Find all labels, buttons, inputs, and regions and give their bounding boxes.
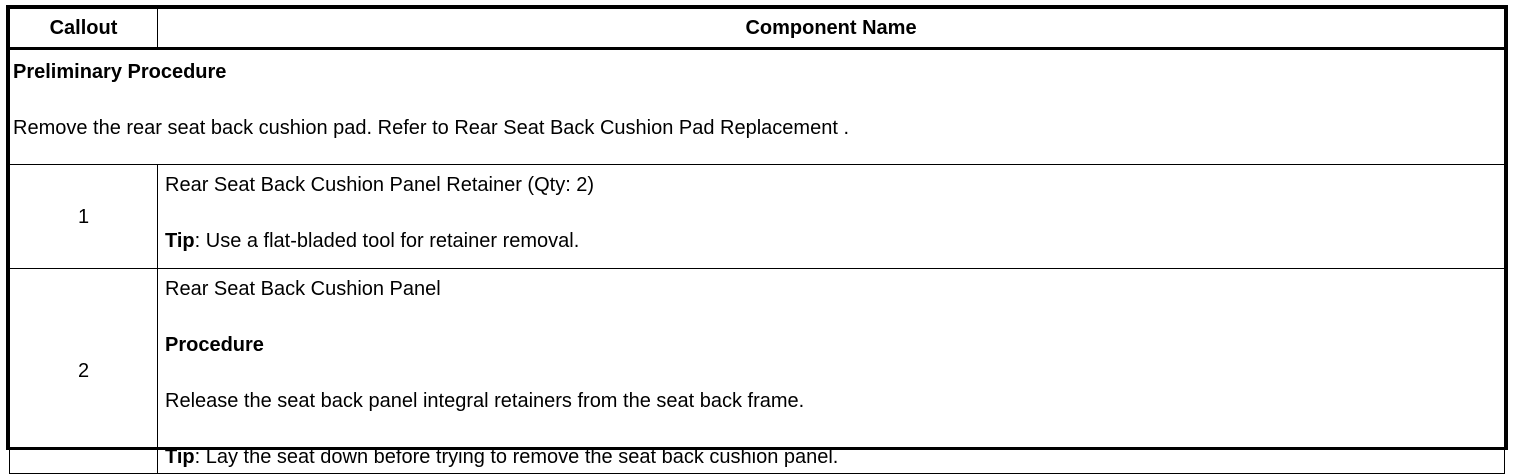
procedure-table-frame xyxy=(6,5,1508,468)
tip-text: : Use a flat-bladed tool for retainer removal. xyxy=(194,230,580,252)
procedure-text: Release the seat back panel integral retainers from the seat back frame. xyxy=(165,390,805,412)
spacer xyxy=(165,301,1504,333)
component-name: Rear Seat Back Cushion Panel xyxy=(165,278,441,300)
tip-line xyxy=(165,445,1504,469)
component-cell xyxy=(158,165,1505,269)
spacer xyxy=(165,413,1504,445)
spacer xyxy=(165,357,1504,389)
procedure-table xyxy=(9,8,1505,474)
tip-text: : Lay the seat down before trying to remove the seat back cushion panel. xyxy=(194,446,839,468)
tip-label: Tip xyxy=(165,230,195,252)
table-row xyxy=(10,269,1505,474)
callout-cell: 2 xyxy=(10,269,158,474)
tip-line xyxy=(165,229,1504,253)
callout-cell: 1 xyxy=(10,165,158,269)
table-header-row xyxy=(10,9,1505,49)
procedure-heading: Procedure xyxy=(165,334,264,356)
spacer xyxy=(13,84,1504,116)
component-name: Rear Seat Back Cushion Panel Retainer (Qty: 2) xyxy=(165,174,595,196)
header-component-name: Component Name xyxy=(158,9,1505,49)
preliminary-row xyxy=(10,49,1505,165)
preliminary-heading: Preliminary Procedure xyxy=(13,61,227,83)
spacer xyxy=(165,197,1504,229)
header-callout: Callout xyxy=(10,9,158,49)
preliminary-cell xyxy=(10,49,1505,165)
tip-label: Tip xyxy=(165,446,195,468)
table-row xyxy=(10,165,1505,269)
preliminary-text: Remove the rear seat back cushion pad. Refer to Rear Seat Back Cushion Pad Replacement . xyxy=(13,117,850,139)
component-cell xyxy=(158,269,1505,474)
